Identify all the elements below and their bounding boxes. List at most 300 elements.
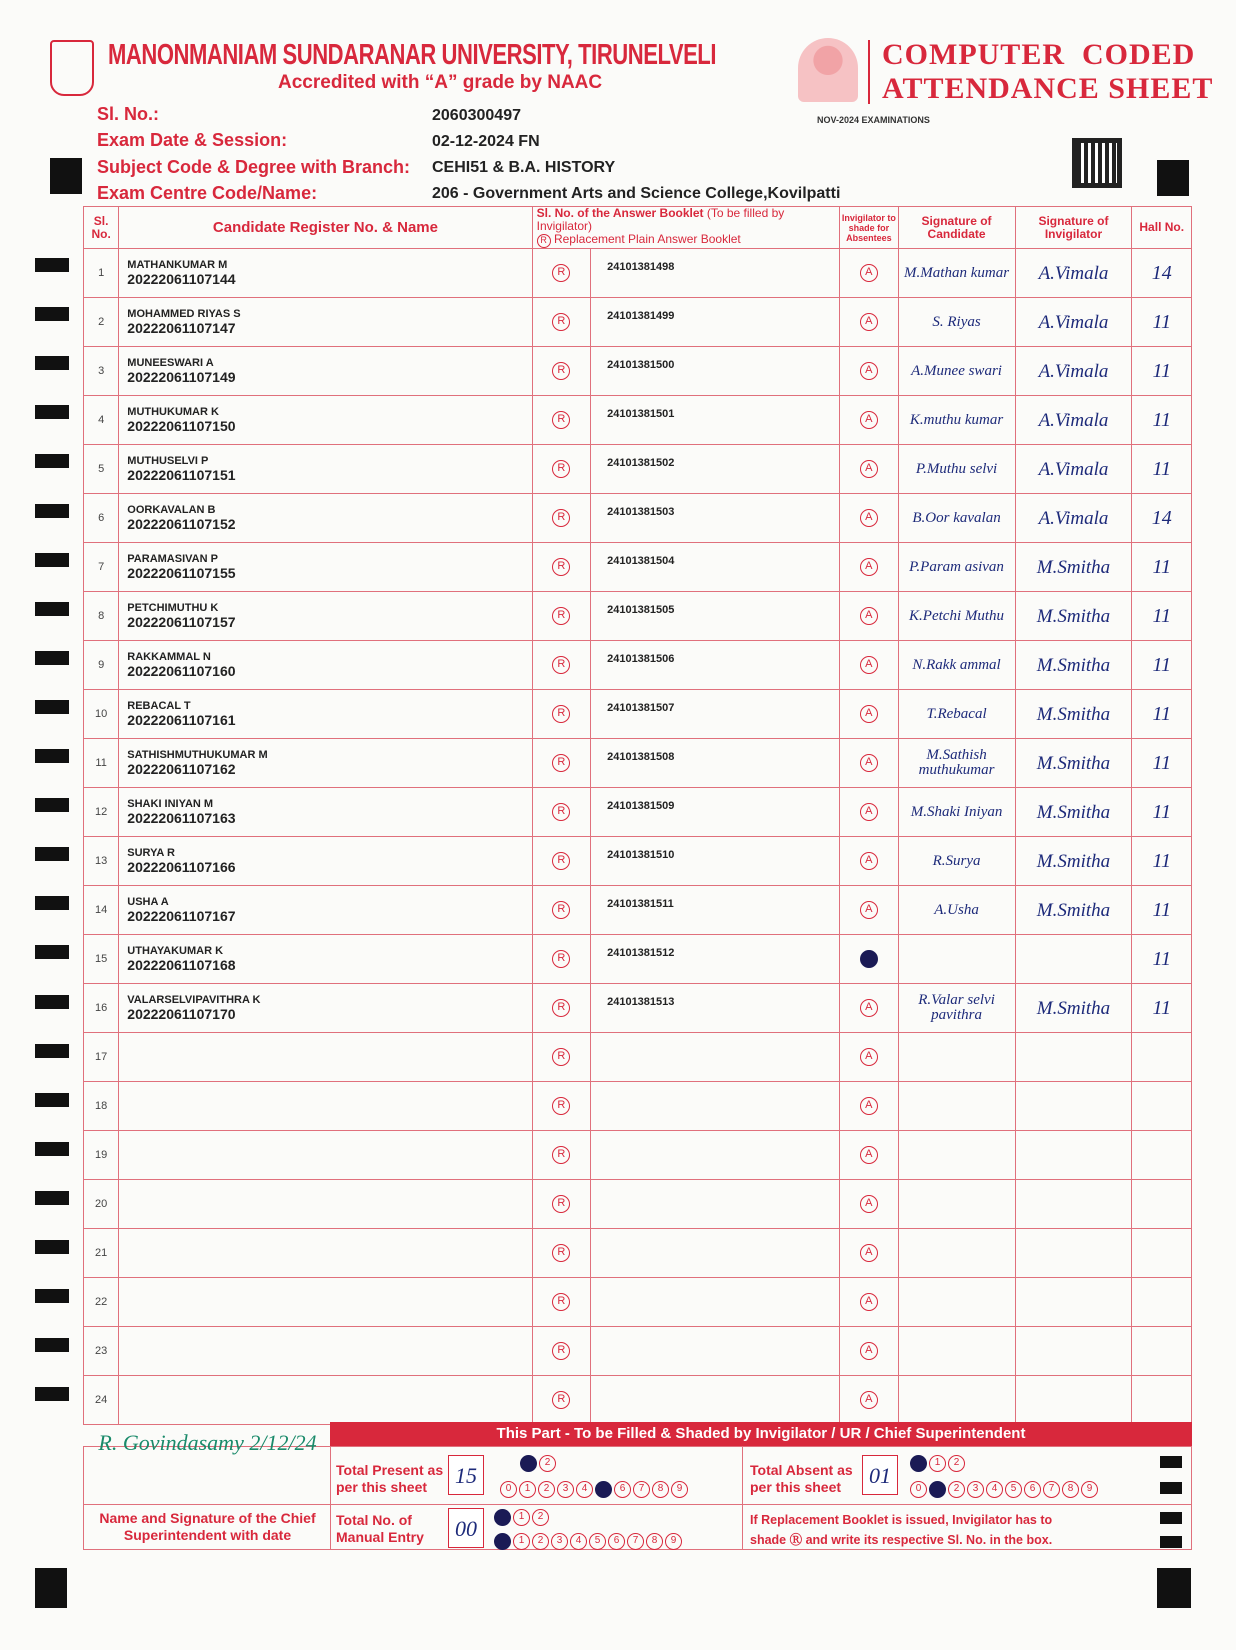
- table-row: [84, 935, 1192, 984]
- absent-bubble[interactable]: [860, 950, 878, 968]
- col-booklet-title: Sl. No. of the Answer Booklet: [536, 206, 704, 220]
- timing-mark: [35, 1568, 67, 1608]
- candidate-cell: [119, 1376, 532, 1425]
- replacement-bubble[interactable]: R: [552, 558, 570, 576]
- invigilator-signature: [1015, 1376, 1132, 1425]
- qr-code: [1072, 138, 1122, 188]
- absent-bubble[interactable]: A: [860, 705, 878, 723]
- replacement-bubble-cell[interactable]: [532, 592, 590, 641]
- replacement-bubble-cell[interactable]: [532, 396, 590, 445]
- absent-bubble[interactable]: A: [860, 313, 878, 331]
- candidate-name: RAKKAMMAL N: [127, 651, 211, 663]
- replacement-bubble[interactable]: R: [552, 999, 570, 1017]
- hall-no: 11: [1132, 592, 1192, 641]
- digit-bubble[interactable]: 2: [532, 1509, 549, 1526]
- replacement-bubble-cell[interactable]: [532, 837, 590, 886]
- candidate-signature: [898, 1131, 1015, 1180]
- col-booklet-note: (To be filled by Invigilator): [536, 206, 785, 233]
- replacement-bubble-cell[interactable]: [532, 641, 590, 690]
- replacement-bubble[interactable]: R: [552, 264, 570, 282]
- candidate-signature: P.Muthu selvi: [898, 445, 1015, 494]
- table-row: [84, 690, 1192, 739]
- digit-bubble[interactable]: 7: [633, 1481, 650, 1498]
- digit-bubble[interactable]: [494, 1533, 511, 1550]
- absent-bubble-cell[interactable]: [840, 984, 898, 1033]
- candidate-signature: S. Riyas: [898, 298, 1015, 347]
- sheet-title-line1: COMPUTER CODED: [882, 38, 1196, 71]
- invigilator-signature: [1015, 1180, 1132, 1229]
- timing-mark: [35, 945, 69, 959]
- absent-bubble[interactable]: A: [860, 1244, 878, 1262]
- timing-mark: [35, 1240, 69, 1254]
- table-row: [84, 494, 1192, 543]
- absent-bubble[interactable]: A: [860, 1195, 878, 1213]
- candidate-cell: [119, 1278, 532, 1327]
- absent-bubble[interactable]: A: [860, 656, 878, 674]
- candidate-signature: R.Valar selvi pavithra: [898, 984, 1015, 1033]
- digit-bubble[interactable]: 4: [986, 1481, 1003, 1498]
- candidate-signature: A.Usha: [898, 886, 1015, 935]
- table-row: [84, 984, 1192, 1033]
- absent-bubble-cell[interactable]: [840, 641, 898, 690]
- replacement-bubble[interactable]: R: [552, 1048, 570, 1066]
- total-present-tens: [520, 1452, 558, 1472]
- candidate-name: MATHANKUMAR M: [127, 259, 228, 271]
- replacement-bubble-cell[interactable]: [532, 543, 590, 592]
- replacement-bubble[interactable]: R: [552, 1244, 570, 1262]
- replacement-bubble[interactable]: R: [552, 705, 570, 723]
- absent-bubble-cell[interactable]: [840, 788, 898, 837]
- invigilator-signature: [1015, 1033, 1132, 1082]
- col-absentee: Invigilator to shade for Absentees: [840, 207, 898, 249]
- candidate-cell: [119, 298, 532, 347]
- row-sl: 11: [84, 739, 119, 788]
- replacement-bubble-cell[interactable]: [532, 1033, 590, 1082]
- digit-bubble[interactable]: 8: [1062, 1481, 1079, 1498]
- timing-mark: [1160, 1456, 1182, 1468]
- absent-bubble-cell[interactable]: [840, 298, 898, 347]
- total-absent-units: [910, 1478, 1100, 1498]
- invigilator-signature: [1015, 1278, 1132, 1327]
- row-sl: 5: [84, 445, 119, 494]
- digit-bubble[interactable]: [520, 1455, 537, 1472]
- digit-bubble[interactable]: 0: [500, 1481, 517, 1498]
- absent-bubble[interactable]: A: [860, 411, 878, 429]
- candidate-name: SHAKI INIYAN M: [127, 798, 214, 810]
- booklet-no: 24101381510: [591, 837, 840, 886]
- hall-no: [1132, 1082, 1192, 1131]
- table-row: [84, 445, 1192, 494]
- replacement-bubble[interactable]: R: [552, 656, 570, 674]
- row-sl: 3: [84, 347, 119, 396]
- row-sl: 1: [84, 249, 119, 298]
- hall-no: [1132, 1033, 1192, 1082]
- replacement-bubble-cell[interactable]: [532, 347, 590, 396]
- table-row: [84, 1229, 1192, 1278]
- timing-mark: [35, 1387, 69, 1401]
- absent-bubble-cell[interactable]: [840, 886, 898, 935]
- total-absent-box[interactable]: 01: [862, 1455, 898, 1495]
- invigilator-signature: [1015, 1131, 1132, 1180]
- replacement-bubble[interactable]: R: [552, 1097, 570, 1115]
- register-no: 20222061107166: [127, 859, 236, 875]
- booklet-no: [591, 1229, 840, 1278]
- timing-mark: [35, 1338, 69, 1352]
- candidate-cell: [119, 788, 532, 837]
- digit-bubble[interactable]: 6: [614, 1481, 631, 1498]
- total-present-label: Total Present as per this sheet: [336, 1462, 444, 1495]
- total-present-box[interactable]: 15: [448, 1455, 484, 1495]
- absent-bubble[interactable]: A: [860, 803, 878, 821]
- replacement-bubble[interactable]: R: [552, 1391, 570, 1409]
- manual-entry-tens: [494, 1506, 551, 1526]
- digit-bubble[interactable]: 2: [948, 1481, 965, 1498]
- accreditation: Accredited with “A” grade by NAAC: [278, 72, 603, 93]
- replacement-bubble-cell[interactable]: [532, 298, 590, 347]
- absent-bubble[interactable]: A: [860, 362, 878, 380]
- footer-banner: This Part - To be Filled & Shaded by Invigilator / UR / Chief Superintendent: [330, 1422, 1192, 1446]
- replacement-bubble-cell[interactable]: [532, 739, 590, 788]
- absent-bubble-cell[interactable]: [840, 1180, 898, 1229]
- absent-bubble[interactable]: A: [860, 1048, 878, 1066]
- register-no: 20222061107155: [127, 565, 236, 581]
- timing-mark: [35, 700, 69, 714]
- table-row: [84, 1327, 1192, 1376]
- hall-no: 11: [1132, 788, 1192, 837]
- absent-bubble-cell[interactable]: [840, 1376, 898, 1425]
- digit-bubble[interactable]: 0: [910, 1481, 927, 1498]
- table-row: [84, 298, 1192, 347]
- candidate-name: USHA A: [127, 896, 169, 908]
- register-no: 20222061107151: [127, 467, 236, 483]
- booklet-no: 24101381502: [591, 445, 840, 494]
- invigilator-signature: M.Smitha: [1015, 592, 1132, 641]
- row-sl: 16: [84, 984, 119, 1033]
- info-value: 02-12-2024 FN: [432, 133, 540, 150]
- digit-bubble[interactable]: 7: [1043, 1481, 1060, 1498]
- absent-bubble[interactable]: A: [860, 1293, 878, 1311]
- candidate-name: MUTHUKUMAR K: [127, 406, 219, 418]
- row-sl: 19: [84, 1131, 119, 1180]
- replacement-bubble-cell[interactable]: [532, 935, 590, 984]
- superintendent-label: Name and Signature of the Chief Superintendent with date: [99, 1510, 316, 1543]
- booklet-no: 24101381506: [591, 641, 840, 690]
- digit-bubble[interactable]: [910, 1455, 927, 1472]
- replacement-bubble-cell[interactable]: [532, 445, 590, 494]
- table-row: [84, 837, 1192, 886]
- absent-bubble[interactable]: A: [860, 754, 878, 772]
- register-no: 20222061107170: [127, 1006, 236, 1022]
- replacement-bubble[interactable]: R: [552, 509, 570, 527]
- replacement-bubble[interactable]: R: [552, 754, 570, 772]
- timing-mark: [1157, 1568, 1191, 1608]
- table-row: [84, 1376, 1192, 1425]
- candidate-cell: [119, 641, 532, 690]
- replacement-bubble[interactable]: R: [552, 803, 570, 821]
- manual-entry-box[interactable]: 00: [448, 1508, 484, 1548]
- replacement-bubble[interactable]: R: [552, 362, 570, 380]
- absent-bubble[interactable]: A: [860, 901, 878, 919]
- invigilator-signature: M.Smitha: [1015, 886, 1132, 935]
- booklet-no: [591, 1278, 840, 1327]
- candidate-signature: [898, 1376, 1015, 1425]
- candidate-cell: [119, 592, 532, 641]
- invigilator-signature: A.Vimala: [1015, 347, 1132, 396]
- candidate-cell: [119, 886, 532, 935]
- candidate-signature: [898, 935, 1015, 984]
- replacement-bubble-cell[interactable]: [532, 249, 590, 298]
- candidate-name: SURYA R: [127, 847, 175, 859]
- replacement-bubble[interactable]: R: [552, 950, 570, 968]
- booklet-no: 24101381512: [591, 935, 840, 984]
- invigilator-signature: A.Vimala: [1015, 396, 1132, 445]
- row-sl: 10: [84, 690, 119, 739]
- digit-bubble[interactable]: 9: [671, 1481, 688, 1498]
- table-row: [84, 1082, 1192, 1131]
- absent-bubble[interactable]: A: [860, 852, 878, 870]
- invigilator-signature: A.Vimala: [1015, 445, 1132, 494]
- absent-bubble-cell[interactable]: [840, 543, 898, 592]
- row-sl: 24: [84, 1376, 119, 1425]
- absent-bubble-cell[interactable]: [840, 1327, 898, 1376]
- absent-bubble-cell[interactable]: [840, 1033, 898, 1082]
- replacement-bubble-cell[interactable]: [532, 886, 590, 935]
- digit-bubble[interactable]: 5: [589, 1533, 606, 1550]
- timing-mark: [35, 995, 69, 1009]
- digit-bubble[interactable]: 2: [532, 1533, 549, 1550]
- candidate-cell: [119, 543, 532, 592]
- candidate-name: PARAMASIVAN P: [127, 553, 218, 565]
- digit-bubble[interactable]: 1: [513, 1509, 530, 1526]
- digit-bubble[interactable]: 9: [665, 1533, 682, 1550]
- replacement-bubble-cell[interactable]: [532, 984, 590, 1033]
- replacement-bubble[interactable]: R: [552, 1293, 570, 1311]
- absent-bubble[interactable]: A: [860, 460, 878, 478]
- replacement-bubble-cell[interactable]: [532, 1180, 590, 1229]
- table-row: [84, 1278, 1192, 1327]
- candidate-signature: K.muthu kumar: [898, 396, 1015, 445]
- digit-bubble[interactable]: 3: [557, 1481, 574, 1498]
- replacement-bubble[interactable]: R: [552, 607, 570, 625]
- row-sl: 17: [84, 1033, 119, 1082]
- replacement-bubble[interactable]: R: [552, 460, 570, 478]
- hall-no: 14: [1132, 249, 1192, 298]
- timing-mark: [35, 1093, 69, 1107]
- candidate-signature: K.Petchi Muthu: [898, 592, 1015, 641]
- replacement-bubble-cell[interactable]: [532, 690, 590, 739]
- hall-no: 11: [1132, 396, 1192, 445]
- timing-mark: [35, 847, 69, 861]
- hall-no: [1132, 1229, 1192, 1278]
- digit-bubble[interactable]: 8: [652, 1481, 669, 1498]
- row-sl: 21: [84, 1229, 119, 1278]
- candidate-name: REBACAL T: [127, 700, 191, 712]
- row-sl: 9: [84, 641, 119, 690]
- replacement-bubble[interactable]: R: [552, 852, 570, 870]
- invigilator-signature: M.Smitha: [1015, 690, 1132, 739]
- digit-bubble[interactable]: 9: [1081, 1481, 1098, 1498]
- row-sl: 7: [84, 543, 119, 592]
- digit-bubble[interactable]: 1: [519, 1481, 536, 1498]
- digit-bubble[interactable]: 2: [948, 1455, 965, 1472]
- table-row: [84, 592, 1192, 641]
- replacement-bubble-cell[interactable]: [532, 1376, 590, 1425]
- absent-bubble-cell[interactable]: [840, 1229, 898, 1278]
- timing-mark: [35, 504, 69, 518]
- booklet-no: 24101381504: [591, 543, 840, 592]
- hall-no: [1132, 1376, 1192, 1425]
- row-sl: 18: [84, 1082, 119, 1131]
- candidate-signature: P.Param asivan: [898, 543, 1015, 592]
- candidate-cell: [119, 739, 532, 788]
- hall-no: 11: [1132, 445, 1192, 494]
- absent-bubble-cell[interactable]: [840, 1131, 898, 1180]
- absent-bubble-cell[interactable]: [840, 445, 898, 494]
- digit-bubble[interactable]: [595, 1481, 612, 1498]
- absent-bubble[interactable]: A: [860, 999, 878, 1017]
- digit-bubble[interactable]: 1: [513, 1533, 530, 1550]
- replacement-bubble-cell[interactable]: [532, 1278, 590, 1327]
- candidate-signature: B.Oor kavalan: [898, 494, 1015, 543]
- booklet-no: 24101381511: [591, 886, 840, 935]
- hall-no: 11: [1132, 690, 1192, 739]
- hall-no: [1132, 1180, 1192, 1229]
- absent-bubble[interactable]: A: [860, 607, 878, 625]
- replacement-bubble[interactable]: R: [552, 313, 570, 331]
- absent-bubble[interactable]: A: [860, 558, 878, 576]
- digit-bubble[interactable]: [929, 1481, 946, 1498]
- digit-bubble[interactable]: 8: [646, 1533, 663, 1550]
- timing-mark: [35, 1191, 69, 1205]
- replacement-bubble-cell[interactable]: [532, 1327, 590, 1376]
- row-sl: 6: [84, 494, 119, 543]
- booklet-no: [591, 1131, 840, 1180]
- digit-bubble[interactable]: 2: [539, 1455, 556, 1472]
- absent-bubble-cell[interactable]: [840, 592, 898, 641]
- digit-bubble[interactable]: 4: [576, 1481, 593, 1498]
- digit-bubble[interactable]: 7: [627, 1533, 644, 1550]
- booklet-no: 24101381500: [591, 347, 840, 396]
- absent-bubble-cell[interactable]: [840, 249, 898, 298]
- candidate-cell: [119, 690, 532, 739]
- absent-bubble[interactable]: A: [860, 1097, 878, 1115]
- replacement-bubble-cell[interactable]: [532, 1229, 590, 1278]
- digit-bubble[interactable]: 6: [608, 1533, 625, 1550]
- absent-bubble-cell[interactable]: [840, 739, 898, 788]
- booklet-no: 24101381507: [591, 690, 840, 739]
- booklet-no: 24101381505: [591, 592, 840, 641]
- absent-bubble[interactable]: A: [860, 509, 878, 527]
- timing-mark: [35, 1044, 69, 1058]
- hall-no: 11: [1132, 347, 1192, 396]
- timing-mark: [35, 798, 69, 812]
- col-hall: Hall No.: [1132, 207, 1192, 249]
- replacement-bubble[interactable]: R: [552, 1195, 570, 1213]
- candidate-name: UTHAYAKUMAR K: [127, 945, 224, 957]
- timing-mark: [35, 258, 69, 272]
- row-sl: 13: [84, 837, 119, 886]
- absent-bubble-cell[interactable]: [840, 935, 898, 984]
- invigilator-signature: A.Vimala: [1015, 249, 1132, 298]
- col-booklet: [532, 207, 839, 249]
- row-sl: 20: [84, 1180, 119, 1229]
- table-row: [84, 396, 1192, 445]
- candidate-name: OORKAVALAN B: [127, 504, 216, 516]
- replacement-bubble-cell[interactable]: [532, 494, 590, 543]
- invigilator-signature: M.Smitha: [1015, 739, 1132, 788]
- digit-bubble[interactable]: 1: [929, 1455, 946, 1472]
- timing-mark: [1160, 1536, 1182, 1548]
- digit-bubble[interactable]: 3: [551, 1533, 568, 1550]
- replacement-bubble-cell[interactable]: [532, 788, 590, 837]
- booklet-no: 24101381509: [591, 788, 840, 837]
- table-row: [84, 1180, 1192, 1229]
- candidate-cell: [119, 445, 532, 494]
- invigilator-signature: M.Smitha: [1015, 543, 1132, 592]
- row-sl: 2: [84, 298, 119, 347]
- invigilator-signature: M.Smitha: [1015, 837, 1132, 886]
- table-row: [84, 788, 1192, 837]
- digit-bubble[interactable]: 6: [1024, 1481, 1041, 1498]
- candidate-signature: M.Mathan kumar: [898, 249, 1015, 298]
- replacement-bubble-cell[interactable]: [532, 1082, 590, 1131]
- absent-bubble-cell[interactable]: [840, 1278, 898, 1327]
- total-absent-tens: [910, 1452, 967, 1472]
- timing-mark: [35, 307, 69, 321]
- booklet-no: 24101381503: [591, 494, 840, 543]
- candidate-name: VALARSELVIPAVITHRA K: [127, 994, 261, 1006]
- absent-bubble-cell[interactable]: [840, 837, 898, 886]
- invigilator-signature: A.Vimala: [1015, 494, 1132, 543]
- absent-bubble-cell[interactable]: [840, 1082, 898, 1131]
- absent-bubble-cell[interactable]: [840, 494, 898, 543]
- absent-bubble-cell[interactable]: [840, 396, 898, 445]
- digit-bubble[interactable]: 4: [570, 1533, 587, 1550]
- table-row: [84, 641, 1192, 690]
- absent-bubble[interactable]: A: [860, 264, 878, 282]
- candidate-signature: [898, 1033, 1015, 1082]
- replacement-bubble[interactable]: R: [552, 1146, 570, 1164]
- digit-bubble[interactable]: 3: [967, 1481, 984, 1498]
- timing-mark: [35, 405, 69, 419]
- register-no: 20222061107161: [127, 712, 236, 728]
- replacement-bubble[interactable]: R: [552, 411, 570, 429]
- absent-bubble[interactable]: A: [860, 1342, 878, 1360]
- table-row: [84, 1131, 1192, 1180]
- replacement-bubble-cell[interactable]: [532, 1131, 590, 1180]
- info-value: 206 - Government Arts and Science College,Kovilpatti: [432, 185, 841, 202]
- absent-bubble[interactable]: A: [860, 1146, 878, 1164]
- digit-bubble[interactable]: 5: [1005, 1481, 1022, 1498]
- row-sl: 12: [84, 788, 119, 837]
- replacement-bubble[interactable]: R: [552, 901, 570, 919]
- timing-mark: [1160, 1482, 1182, 1494]
- absent-bubble[interactable]: A: [860, 1391, 878, 1409]
- candidate-cell: [119, 347, 532, 396]
- attendance-table: [83, 206, 1192, 1425]
- table-row: [84, 347, 1192, 396]
- digit-bubble[interactable]: [494, 1509, 511, 1526]
- digit-bubble[interactable]: 2: [538, 1481, 555, 1498]
- row-sl: 14: [84, 886, 119, 935]
- timing-mark: [35, 1289, 69, 1303]
- replacement-bubble[interactable]: R: [552, 1342, 570, 1360]
- absent-bubble-cell[interactable]: [840, 690, 898, 739]
- candidate-cell: [119, 984, 532, 1033]
- candidate-signature: M.Sathish muthukumar: [898, 739, 1015, 788]
- hall-no: 11: [1132, 935, 1192, 984]
- absent-bubble-cell[interactable]: [840, 347, 898, 396]
